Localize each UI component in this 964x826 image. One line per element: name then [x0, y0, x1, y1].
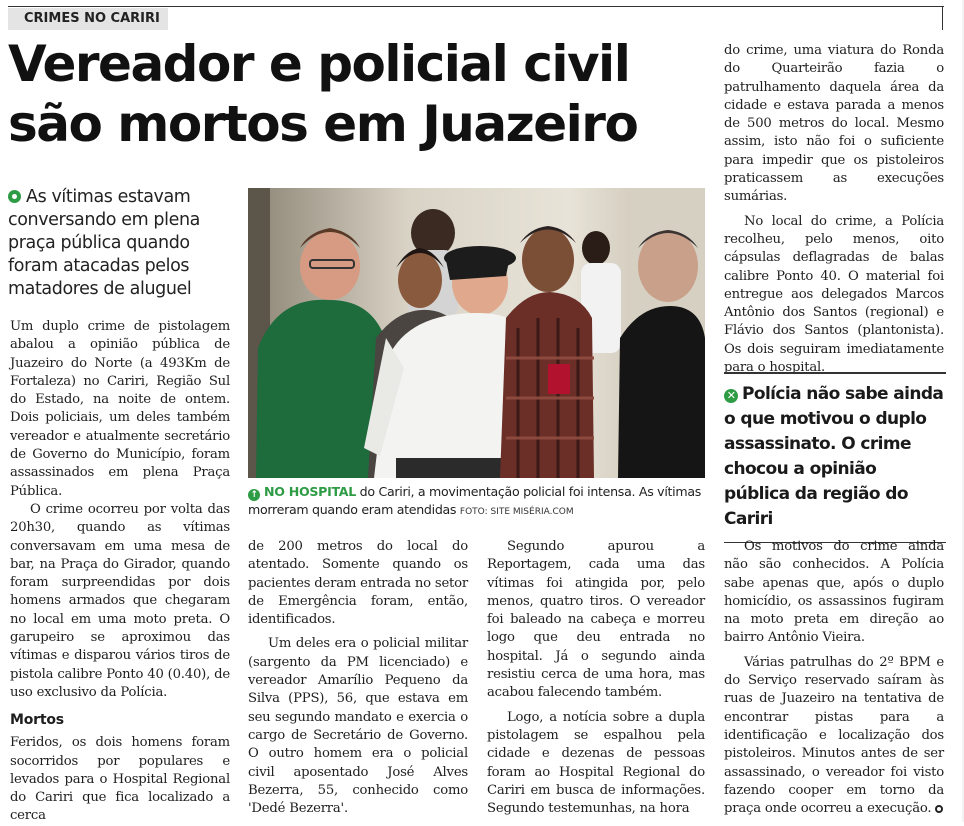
paragraph: Um deles era o policial militar (sargento da PM licenciado) e vereador Amarílio Pequeno da Silva (PPS), 56, que estava em seu segundo mandato e exercia o cargo de Secretário de Governo. O outro homem era o policial civil aposentado José Alves Bezerra, 55, conhecido como 'Dedé Bezerra'. — [248, 636, 468, 817]
article-column-4-top — [724, 42, 944, 377]
circle-bullet-icon — [8, 190, 21, 203]
paragraph: Feridos, os dois homens foram socorridos por populares e levados para o Hospital Regional do Cariri que fica localizado a cerca — [10, 735, 230, 824]
headline-line-2: são mortos em Juazeiro — [8, 95, 638, 153]
article-column-1 — [10, 318, 230, 826]
paragraph-text: Várias patrulhas do 2º BPM e do Serviço reservado saíram às ruas de Juazeiro na tentativa de encontrar pistas para a identificação e localização dos pistoleiros. Minutos antes de ser assassinado, o vereador foi visto fazendo cooper em torno da praça onde ocorreu a execução. — [724, 654, 944, 817]
paragraph: O crime ocorreu por volta das 20h30, quando as vítimas conversavam em uma mesa de bar, na Praça do Girador, quando foram surpreendidas por dois homens armados que chegaram no local em uma moto preta. O garupeiro se aproximou das vítimas e disparou vários tiros de pistola calibre Ponto 40 (0.40), de uso exclusivo da Polícia. — [10, 501, 230, 700]
pull-quote — [724, 372, 946, 543]
deck-text: As vítimas estavam conversando em plena praça pública quando foram atacadas pelos matadores de aluguel — [8, 187, 200, 299]
headline-line-1: Vereador e policial civil — [8, 35, 630, 93]
article-column-2 — [248, 538, 468, 818]
paragraph: do crime, uma viatura do Ronda do Quarteirão fazia o patrulhamento daquela área da cidade e estava parada a menos de 500 metros do local. Mesmo assim, isto não foi o suficiente para impedir que os pistoleiros praticassem as execuções sumárias. — [724, 43, 944, 205]
top-rule-corner — [942, 6, 943, 30]
paragraph: de 200 metros do local do atentado. Somente quando os pacientes deram entrada no setor de Emergência foram, então, identificados. — [248, 539, 468, 628]
caption-label: NO HOSPITAL — [264, 484, 356, 499]
top-rule — [8, 6, 944, 7]
article-column-4-bottom — [724, 538, 944, 818]
news-photo — [248, 188, 705, 478]
section-label: CRIMES NO CARIRI — [8, 8, 168, 30]
paragraph: Segundo apurou a Reportagem, cada uma das vítimas foi atingida por, pelo menos, quatro tiros. O vereador foi baleado na cabeça e morreu logo que deu entrada no hospital. Já o segundo ainda resistiu cerca de uma hora, mas acabou falecendo também. — [487, 539, 705, 701]
caption-text: do Cariri, a movimentação policial foi intensa. As vítimas morreram quando eram atendidas — [248, 484, 702, 517]
photo-caption — [248, 483, 708, 521]
paragraph: No local do crime, a Polícia recolheu, pelo menos, oito cápsulas deflagradas de balas calibre Ponto 40. O material foi entregue aos delegados Marcos Antônio dos Santos (regional) e Flávio dos Santos (plantonista). Os dois seguiram imediatamente para o hospital. — [724, 213, 944, 376]
photo-credit: FOTO: SITE MISÉRIA.COM — [459, 507, 574, 517]
deck — [8, 186, 233, 301]
x-circle-icon: ✕ — [724, 389, 738, 403]
subhead: Mortos — [10, 712, 64, 729]
paragraph: Logo, a notícia sobre a dupla pistolagem se espalhou pela cidade e dezenas de pessoas foram ao Hospital Regional do Cariri em busca de informações. Segundo testemunhas, na hora — [487, 709, 705, 817]
hospital-scene-photo — [248, 188, 705, 478]
headline — [8, 34, 708, 154]
paragraph: Um duplo crime de pistolagem abalou a opinião pública de Juazeiro do Norte (a 493Km de Fortaleza) no Cariri, Região Sul do Estado, na noite de ontem. Dois policiais, um deles também vereador e atualmente secretário de Governo do Município, foram assassinados em plena Praça Pública. — [10, 319, 230, 499]
arrow-up-circle-icon: ↑ — [248, 489, 260, 501]
pull-quote-text: Polícia não sabe ainda o que motivou o duplo assassinato. O crime chocou a opinião pública da região do Cariri — [724, 384, 944, 529]
paragraph — [724, 654, 944, 819]
end-of-article-icon — [935, 805, 943, 813]
article-column-3 — [487, 538, 705, 818]
paragraph: Os motivos do crime ainda não são conhecidos. A Polícia sabe apenas que, após o duplo homicídio, os assassinos fugiram na moto preta em direção ao bairro Antônio Vieira. — [724, 539, 944, 646]
